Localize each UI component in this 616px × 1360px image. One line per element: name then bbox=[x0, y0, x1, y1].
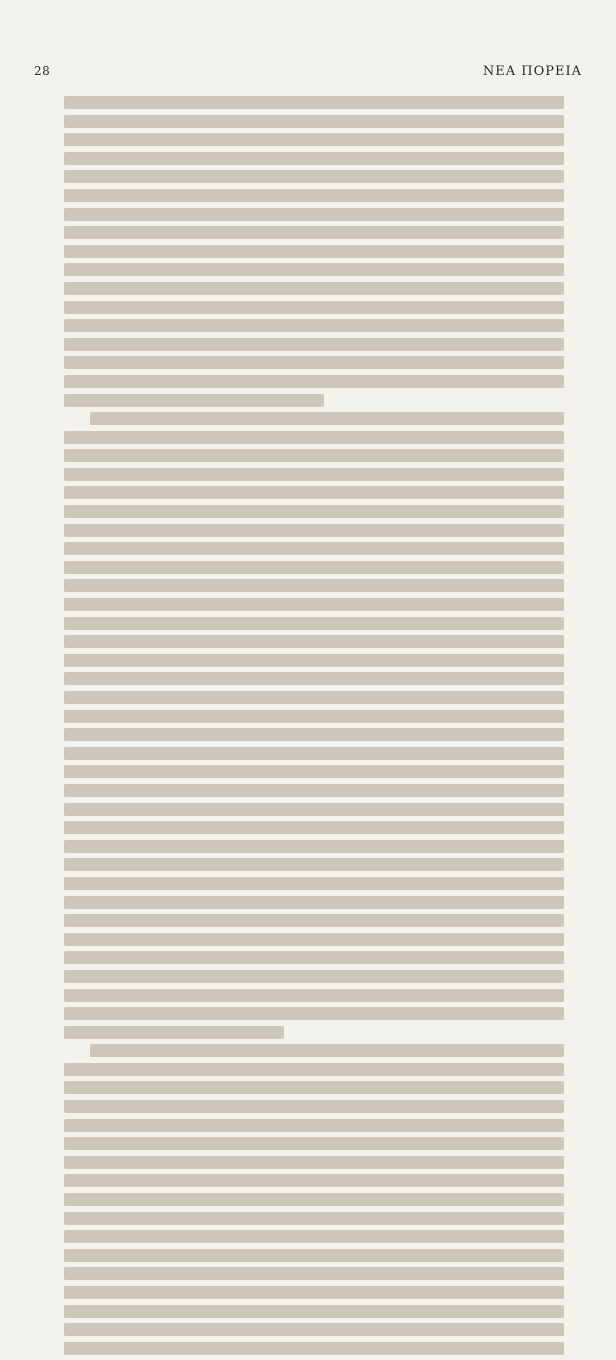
text-line-placeholder bbox=[64, 672, 564, 685]
text-line-placeholder bbox=[64, 579, 564, 592]
page-number: 28 bbox=[34, 64, 51, 78]
text-line-placeholder bbox=[64, 208, 564, 221]
text-line-placeholder bbox=[64, 1063, 564, 1076]
text-line-placeholder bbox=[64, 1286, 564, 1299]
text-line-placeholder bbox=[64, 858, 564, 871]
text-line-placeholder bbox=[64, 654, 564, 667]
text-line-placeholder bbox=[64, 226, 564, 239]
text-line-placeholder bbox=[64, 691, 564, 704]
page-header bbox=[34, 64, 582, 84]
text-line-placeholder bbox=[64, 431, 564, 444]
text-line-placeholder bbox=[64, 728, 564, 741]
text-line-placeholder bbox=[64, 710, 564, 723]
text-line-placeholder bbox=[64, 375, 564, 388]
text-line-placeholder bbox=[64, 394, 324, 407]
text-line-placeholder bbox=[64, 896, 564, 909]
text-line-placeholder bbox=[64, 933, 564, 946]
text-line-placeholder bbox=[64, 765, 564, 778]
text-line-placeholder bbox=[64, 356, 564, 369]
text-line-placeholder bbox=[64, 914, 564, 927]
text-line-placeholder bbox=[64, 301, 564, 314]
text-line-placeholder bbox=[64, 96, 564, 109]
text-line-placeholder bbox=[64, 1305, 564, 1318]
text-line-placeholder bbox=[64, 951, 564, 964]
text-line-placeholder bbox=[64, 635, 564, 648]
text-line-placeholder bbox=[64, 1342, 564, 1355]
text-line-placeholder bbox=[64, 319, 564, 332]
text-line-placeholder bbox=[64, 1026, 284, 1039]
text-line-placeholder bbox=[64, 1156, 564, 1169]
text-line-placeholder bbox=[64, 282, 564, 295]
text-line-placeholder bbox=[64, 1323, 564, 1336]
text-line-placeholder bbox=[64, 598, 564, 611]
text-line-placeholder bbox=[64, 189, 564, 202]
text-line-placeholder bbox=[64, 1193, 564, 1206]
text-line-placeholder bbox=[64, 1174, 564, 1187]
body-text bbox=[64, 96, 564, 1360]
text-line-placeholder bbox=[64, 784, 564, 797]
text-line-placeholder bbox=[64, 803, 564, 816]
text-line-placeholder bbox=[64, 524, 564, 537]
text-line-placeholder bbox=[64, 1249, 564, 1262]
text-line-placeholder bbox=[90, 1044, 564, 1057]
text-line-placeholder bbox=[64, 747, 564, 760]
text-line-placeholder bbox=[64, 821, 564, 834]
text-line-placeholder bbox=[64, 1267, 564, 1280]
text-line-placeholder bbox=[64, 1212, 564, 1225]
text-line-placeholder bbox=[90, 412, 564, 425]
text-line-placeholder bbox=[64, 877, 564, 890]
text-line-placeholder bbox=[64, 1119, 564, 1132]
text-line-placeholder bbox=[64, 505, 564, 518]
running-head: ΝΕΑ ΠΟΡΕΙΑ bbox=[482, 64, 582, 79]
text-line-placeholder bbox=[64, 486, 564, 499]
text-line-placeholder bbox=[64, 115, 564, 128]
text-line-placeholder bbox=[64, 1007, 564, 1020]
text-line-placeholder bbox=[64, 152, 564, 165]
text-line-placeholder bbox=[64, 1081, 564, 1094]
text-line-placeholder bbox=[64, 338, 564, 351]
text-line-placeholder bbox=[64, 133, 564, 146]
text-line-placeholder bbox=[64, 1137, 564, 1150]
text-line-placeholder bbox=[64, 542, 564, 555]
text-line-placeholder bbox=[64, 468, 564, 481]
text-line-placeholder bbox=[64, 449, 564, 462]
text-line-placeholder bbox=[64, 970, 564, 983]
text-line-placeholder bbox=[64, 245, 564, 258]
text-line-placeholder bbox=[64, 561, 564, 574]
text-line-placeholder bbox=[64, 989, 564, 1002]
text-line-placeholder bbox=[64, 617, 564, 630]
text-line-placeholder bbox=[64, 1100, 564, 1113]
text-line-placeholder bbox=[64, 1230, 564, 1243]
text-line-placeholder bbox=[64, 170, 564, 183]
text-line-placeholder bbox=[64, 840, 564, 853]
text-line-placeholder bbox=[64, 263, 564, 276]
